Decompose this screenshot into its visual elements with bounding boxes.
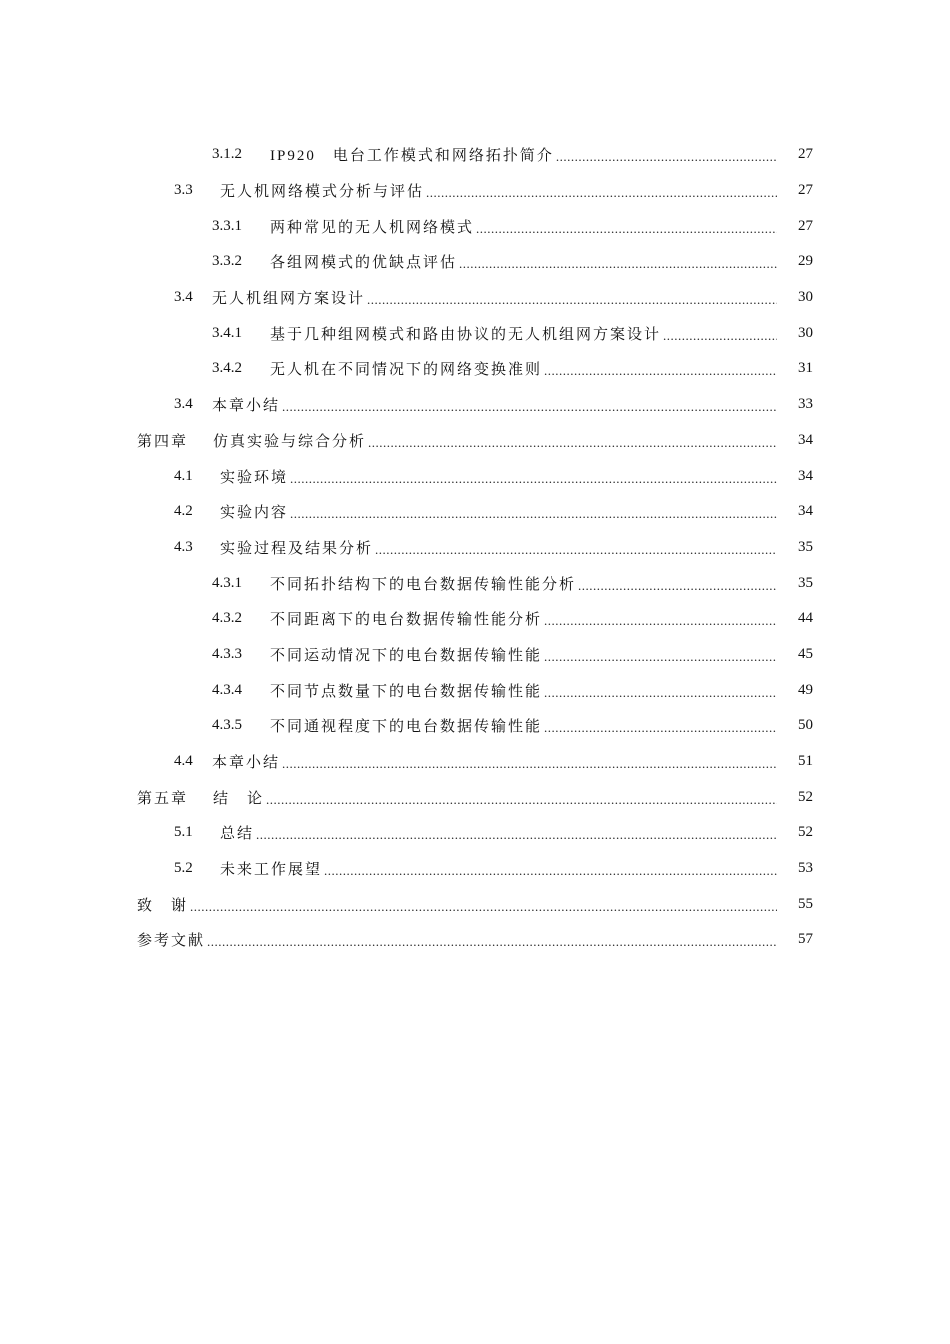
- toc-entry-page: 27: [798, 217, 813, 234]
- dot-leader: [367, 292, 777, 309]
- toc-entry-number: 3.4.1: [212, 324, 242, 341]
- toc-entry-page: 35: [798, 538, 813, 555]
- dot-leader: [544, 363, 777, 380]
- toc-entry-title: 仿真实验与综合分析: [213, 433, 367, 450]
- toc-entry-4-1[interactable]: [137, 458, 813, 494]
- toc-entry-page: 34: [798, 431, 813, 448]
- toc-entry-page: 51: [798, 753, 813, 770]
- toc-entry-page: 45: [798, 645, 813, 662]
- dot-leader: [544, 613, 777, 630]
- dot-leader: [544, 685, 777, 702]
- dot-leader: [324, 863, 777, 880]
- toc-entry-number: 4.3.2: [212, 610, 242, 627]
- toc-entry-page: 31: [798, 360, 813, 377]
- dot-leader: [556, 149, 777, 166]
- dot-leader: [544, 720, 777, 737]
- toc-entry-4-3-1[interactable]: [137, 565, 813, 601]
- toc-entry-title: 不同通视程度下的电台数据传输性能: [270, 719, 543, 736]
- toc-entry-page: 57: [798, 931, 813, 948]
- toc-entry-title: 不同拓扑结构下的电台数据传输性能分析: [270, 576, 577, 593]
- toc-entry-title: 实验过程及结果分析: [220, 540, 374, 557]
- dot-leader: [375, 542, 777, 559]
- toc-entry-number: 3.4.2: [212, 360, 242, 377]
- toc-entry-number: 4.3.4: [212, 681, 242, 698]
- toc-entry-4-3-4[interactable]: [137, 672, 813, 708]
- dot-leader: [368, 435, 777, 452]
- toc-entry-3-1-2[interactable]: [137, 137, 813, 173]
- toc-entry-number: 4.4: [174, 753, 193, 770]
- toc-entry-title: IP920 电台工作模式和网络拓扑简介: [270, 148, 554, 165]
- toc-entry-page: 55: [798, 895, 813, 912]
- toc-entry-page: 33: [798, 396, 813, 413]
- toc-entry-title: 参考文献: [137, 933, 206, 950]
- toc-entry-4-2[interactable]: [137, 494, 813, 530]
- toc-entry-chapter-4[interactable]: [137, 423, 813, 459]
- dot-leader: [207, 934, 777, 951]
- toc-entry-page: 44: [798, 610, 813, 627]
- toc-entry-number: 4.3.3: [212, 645, 242, 662]
- toc-entry-number: 3.1.2: [212, 146, 242, 163]
- toc-entry-3-4-1[interactable]: [137, 315, 813, 351]
- toc-entry-3-3[interactable]: [137, 173, 813, 209]
- toc-entry-references[interactable]: [137, 922, 813, 958]
- dot-leader: [578, 578, 777, 595]
- dot-leader: [290, 506, 777, 523]
- toc-entry-title: 总结: [220, 826, 255, 843]
- toc-entry-title: 结 论: [213, 790, 265, 807]
- toc-entry-number: 4.3: [174, 538, 193, 555]
- toc-entry-number: 3.3.1: [212, 217, 242, 234]
- toc-entry-5-1[interactable]: [137, 815, 813, 851]
- toc-entry-page: 29: [798, 253, 813, 270]
- toc-entry-4-3-5[interactable]: [137, 708, 813, 744]
- toc-entry-number: 3.4: [174, 396, 193, 413]
- dot-leader: [290, 471, 777, 488]
- toc-entry-number: 4.1: [174, 467, 193, 484]
- toc-entry-title: 两种常见的无人机网络模式: [270, 219, 475, 236]
- toc-entry-title: 无人机在不同情况下的网络变换准则: [270, 362, 543, 379]
- toc-entry-title: 无人机组网方案设计: [212, 291, 366, 308]
- toc-entry-4-4[interactable]: [137, 744, 813, 780]
- toc-entry-page: 27: [798, 182, 813, 199]
- toc-entry-number: 第五章: [137, 790, 189, 807]
- dot-leader: [459, 256, 777, 273]
- dot-leader: [544, 649, 777, 666]
- toc-entry-number: 3.3.2: [212, 253, 242, 270]
- toc-entry-title: 本章小结: [212, 755, 281, 772]
- toc-entry-number: 5.2: [174, 860, 193, 877]
- toc-entry-3-3-1[interactable]: [137, 208, 813, 244]
- toc-entry-5-2[interactable]: [137, 851, 813, 887]
- toc-entry-title: 不同运动情况下的电台数据传输性能: [270, 647, 543, 664]
- toc-entry-page: 27: [798, 146, 813, 163]
- toc-entry-title: 未来工作展望: [220, 862, 323, 879]
- toc-entry-title: 不同节点数量下的电台数据传输性能: [270, 683, 543, 700]
- toc-entry-number: 4.3.1: [212, 574, 242, 591]
- toc-entry-page: 49: [798, 681, 813, 698]
- toc-entry-number: 4.3.5: [212, 717, 242, 734]
- toc-entry-4-3-2[interactable]: [137, 601, 813, 637]
- toc-entry-title: 各组网模式的优缺点评估: [270, 255, 458, 272]
- toc-entry-3-4-summary[interactable]: [137, 387, 813, 423]
- toc-entry-number: 3.4: [174, 289, 193, 306]
- toc-entry-number: 3.3: [174, 182, 193, 199]
- toc-entry-page: 30: [798, 289, 813, 306]
- dot-leader: [266, 792, 777, 809]
- toc-entry-title: 致 谢: [137, 897, 189, 914]
- dot-leader: [256, 827, 777, 844]
- dot-leader: [663, 328, 777, 345]
- dot-leader: [476, 221, 777, 238]
- toc-entry-title: 无人机网络模式分析与评估: [220, 184, 425, 201]
- toc-entry-page: 34: [798, 503, 813, 520]
- toc-entry-title: 实验环境: [220, 469, 289, 486]
- toc-entry-page: 35: [798, 574, 813, 591]
- toc-entry-number: 4.2: [174, 503, 193, 520]
- toc-entry-4-3[interactable]: [137, 530, 813, 566]
- toc-entry-3-4[interactable]: [137, 280, 813, 316]
- dot-leader: [282, 756, 777, 773]
- toc-entry-chapter-5[interactable]: [137, 779, 813, 815]
- dot-leader: [282, 399, 777, 416]
- toc-entry-3-3-2[interactable]: [137, 244, 813, 280]
- dot-leader: [426, 185, 777, 202]
- toc-entry-number: 第四章: [137, 433, 189, 450]
- dot-leader: [190, 899, 777, 916]
- toc-entry-3-4-2[interactable]: [137, 351, 813, 387]
- toc-entry-title: 不同距离下的电台数据传输性能分析: [270, 612, 543, 629]
- toc-entry-acknowledgements[interactable]: [137, 886, 813, 922]
- toc-entry-page: 52: [798, 824, 813, 841]
- toc-entry-title: 实验内容: [220, 505, 289, 522]
- table-of-contents: [137, 137, 813, 958]
- toc-entry-number: 5.1: [174, 824, 193, 841]
- toc-entry-page: 52: [798, 788, 813, 805]
- toc-entry-title: 本章小结: [212, 398, 281, 415]
- toc-entry-page: 34: [798, 467, 813, 484]
- toc-entry-page: 30: [798, 324, 813, 341]
- toc-entry-4-3-3[interactable]: [137, 637, 813, 673]
- toc-entry-page: 50: [798, 717, 813, 734]
- toc-entry-page: 53: [798, 860, 813, 877]
- toc-entry-title: 基于几种组网模式和路由协议的无人机组网方案设计: [270, 326, 662, 343]
